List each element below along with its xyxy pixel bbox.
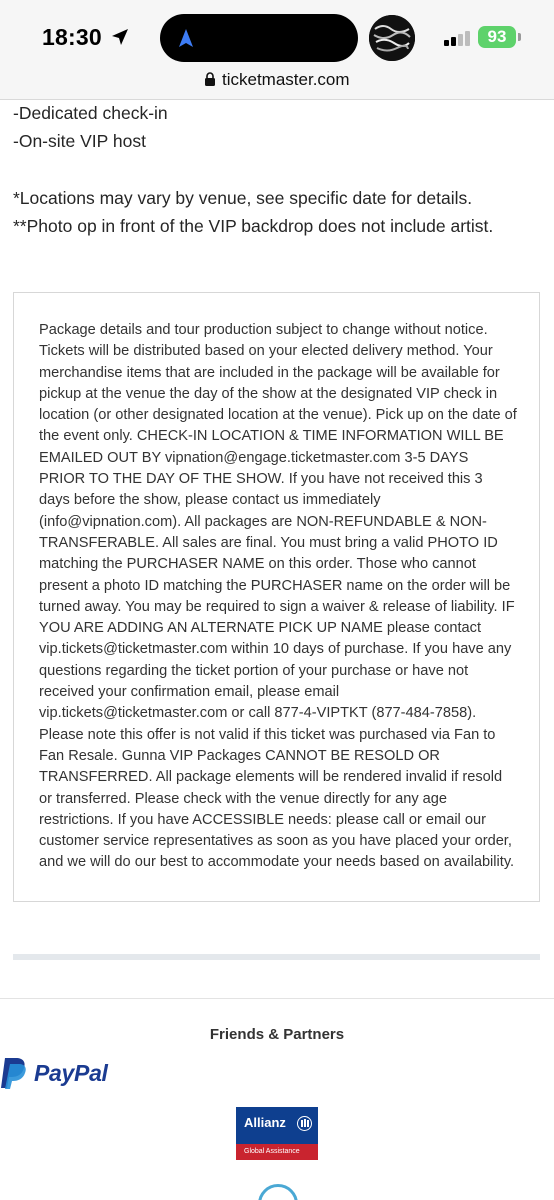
location-arrow-icon bbox=[110, 27, 130, 47]
paypal-icon[interactable] bbox=[0, 1056, 28, 1090]
status-bar bbox=[0, 0, 554, 68]
signal-icon bbox=[444, 30, 470, 46]
battery-icon bbox=[478, 26, 516, 48]
allianz-name: Allianz bbox=[244, 1115, 286, 1130]
lock-icon bbox=[204, 72, 216, 86]
battery-cap bbox=[518, 33, 521, 41]
allianz-eagle-icon bbox=[297, 1116, 312, 1131]
paypal-logo[interactable]: PayPal bbox=[34, 1060, 108, 1086]
footer-rule bbox=[0, 998, 554, 999]
terms-text: Package details and tour production subject to change without notice. Tickets will be distributed based on your elected delivery method. Your merchandise items that are included in the package will be available for pickup at the venue the day of the show at the designated VIP check in location (or other designated location at the venue). Pick up on the date of the event only. CHECK-IN LOCATION & TIME INFORMATION WILL BE EMAILED OUT BY vipnation@engage.ticketmaster.com 3-5 DAYS PRIOR TO THE DAY OF THE SHOW. If you have not received this 3 days before the show, please contact us immediately (info@vipnation.com). All packages are NON-REFUNDABLE & NON-TRANSFERABLE. All sales are final. You must bring a valid PHOTO ID matching the PURCHASER NAME on this order. Those who cannot present a photo ID matching the PURCHASER name on the order will be turned away. You may be required to sign a waiver & release of liability. IF YOU ARE ADDING AN ALTERNATE PICK UP NAME please contact vip.tickets@ticketmaster.com within 10 days of purchase. If you have any questions regarding the ticket portion of your purchase or have not received your confirmation email, please email vip.tickets@ticketmaster.com or call 877-4-VIPTKT (877-484-7858). Please note this offer is not valid if this ticket was purchased via Fan to Fan Resale. Gunna VIP Packages CANNOT BE RESOLD OR TRANSFERRED. All package elements will be rendered invalid if resold or transferred. Please check with the venue directly for any age restrictions. If you have ACCESSIBLE needs: please call or email our customer service representatives as soon as you have placed your order, and we will do our best to accommodate your needs based on availability. bbox=[39, 322, 517, 871]
allianz-subtitle: Global Assistance bbox=[236, 1144, 318, 1160]
section-divider bbox=[13, 954, 540, 960]
status-time: 18:30 bbox=[42, 24, 102, 50]
feature-onsite-vip-host: -On-site VIP host bbox=[13, 131, 146, 151]
url-text[interactable]: ticketmaster.com bbox=[222, 70, 350, 89]
note-locations: *Locations may vary by venue, see specific date for details. bbox=[13, 188, 473, 208]
note-photo-op: **Photo op in front of the VIP backdrop does not include artist. bbox=[13, 216, 494, 236]
feature-dedicated-check-in: -Dedicated check-in bbox=[13, 103, 168, 123]
battery-level: 93 bbox=[487, 27, 507, 46]
allianz-logo[interactable] bbox=[236, 1107, 318, 1160]
album-art[interactable] bbox=[369, 15, 415, 61]
partner-logo-ring-icon[interactable] bbox=[258, 1184, 298, 1200]
navigation-arrow-icon bbox=[178, 28, 194, 48]
friends-partners-heading: Friends & Partners bbox=[209, 1026, 345, 1043]
